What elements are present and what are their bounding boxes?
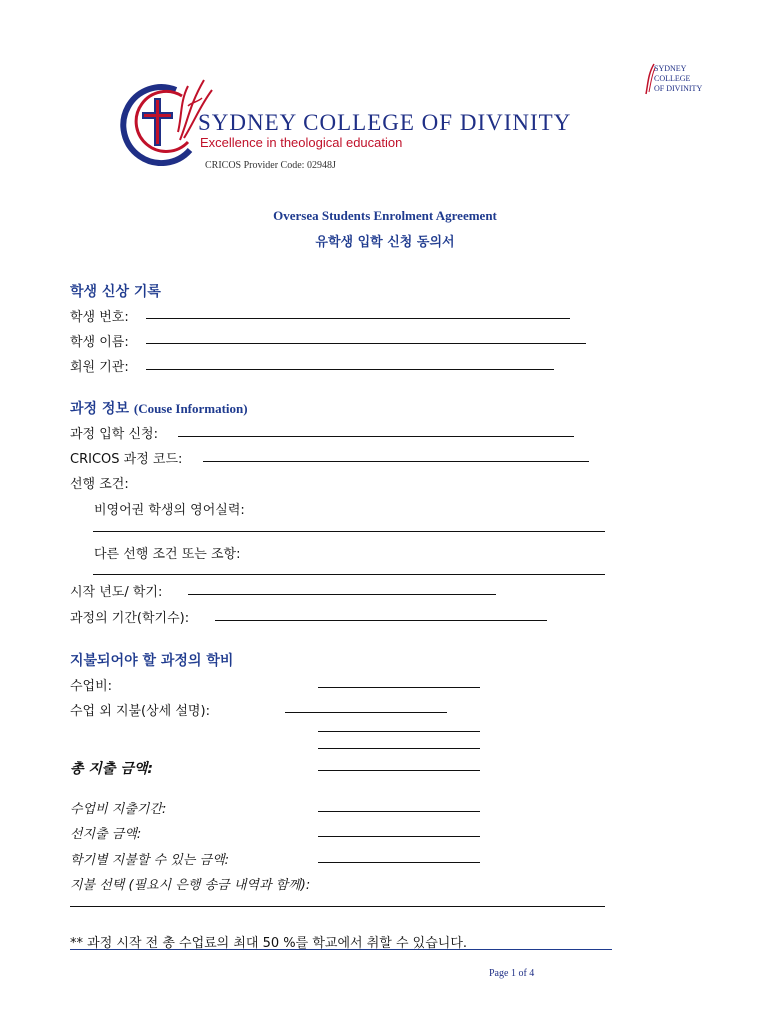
course-duration-field[interactable] — [215, 620, 547, 621]
english-proficiency-label: 비영어권 학생의 영어실력: — [94, 503, 245, 518]
document-title-english: Oversea Students Enrolment Agreement — [273, 208, 497, 223]
other-fees-field-2[interactable] — [318, 731, 480, 732]
small-logo-line-1: SYDNEY — [654, 64, 687, 73]
semester-payment-field[interactable] — [318, 862, 480, 863]
other-prerequisite-field[interactable] — [93, 574, 605, 575]
deposit-note: ** 과정 시작 전 총 수업료의 최대 50 %를 학교에서 취할 수 있습니다. — [70, 936, 468, 951]
page-number: Page 1 of 4 — [489, 968, 535, 979]
small-logo-line-2: COLLEGE — [654, 74, 691, 83]
note-underline — [70, 949, 612, 950]
fees-heading: 지불되어야 할 과정의 학비 — [70, 653, 234, 669]
tuition-fee-label: 수업비: — [70, 679, 113, 694]
other-fees-label: 수업 외 지불(상세 설명): — [70, 704, 210, 719]
tuition-fee-field[interactable] — [318, 687, 480, 688]
cricos-course-code-field[interactable] — [203, 461, 589, 462]
small-logo-line-3: OF DIVINITY — [654, 84, 703, 93]
course-apply-label: 과정 입학 신청: — [70, 427, 158, 442]
member-institution-label: 회원 기관: — [70, 360, 129, 375]
payment-option-label: 지불 선택 (필요시 은행 송금 내역과 함께): — [70, 878, 311, 893]
advance-payment-field[interactable] — [318, 836, 480, 837]
member-institution-field[interactable] — [146, 369, 554, 370]
course-apply-field[interactable] — [178, 436, 574, 437]
prerequisite-label: 선행 조건: — [70, 477, 129, 492]
student-number-label: 학생 번호: — [70, 310, 129, 325]
english-proficiency-field[interactable] — [93, 531, 605, 532]
college-name: SYDNEY COLLEGE OF DIVINITY — [198, 110, 572, 135]
total-amount-label: 총 지출 금액: — [70, 761, 153, 777]
start-year-label: 시작 년도/ 학기: — [70, 585, 163, 600]
student-name-label: 학생 이름: — [70, 335, 129, 350]
other-fees-field-3[interactable] — [318, 748, 480, 749]
student-record-heading: 학생 신상 기록 — [70, 284, 161, 300]
course-info-heading-ko: 과정 정보 — [70, 401, 129, 417]
cricos-course-code-label: CRICOS 과정 코드: — [70, 452, 183, 467]
total-amount-field[interactable] — [318, 770, 480, 771]
payment-period-field[interactable] — [318, 811, 480, 812]
advance-payment-label: 선지출 금액: — [70, 827, 142, 842]
semester-payment-label: 학기별 지불할 수 있는 금액: — [70, 853, 230, 868]
payment-option-field[interactable] — [70, 906, 605, 907]
cricos-provider-code: CRICOS Provider Code: 02948J — [205, 160, 336, 171]
student-name-field[interactable] — [146, 343, 586, 344]
other-fees-field-1[interactable] — [285, 712, 447, 713]
course-info-heading — [70, 398, 248, 418]
college-tagline: Excellence in theological education — [200, 135, 403, 150]
document-title-korean: 유학생 입학 신청 동의서 — [315, 235, 455, 250]
student-number-field[interactable] — [146, 318, 570, 319]
course-duration-label: 과정의 기간(학기수): — [70, 611, 190, 626]
other-prerequisite-label: 다른 선행 조건 또는 조항: — [94, 547, 241, 562]
start-year-field[interactable] — [188, 594, 496, 595]
payment-period-label: 수업비 지출기간: — [70, 802, 167, 817]
course-info-heading-en: (Couse Information) — [133, 401, 248, 416]
